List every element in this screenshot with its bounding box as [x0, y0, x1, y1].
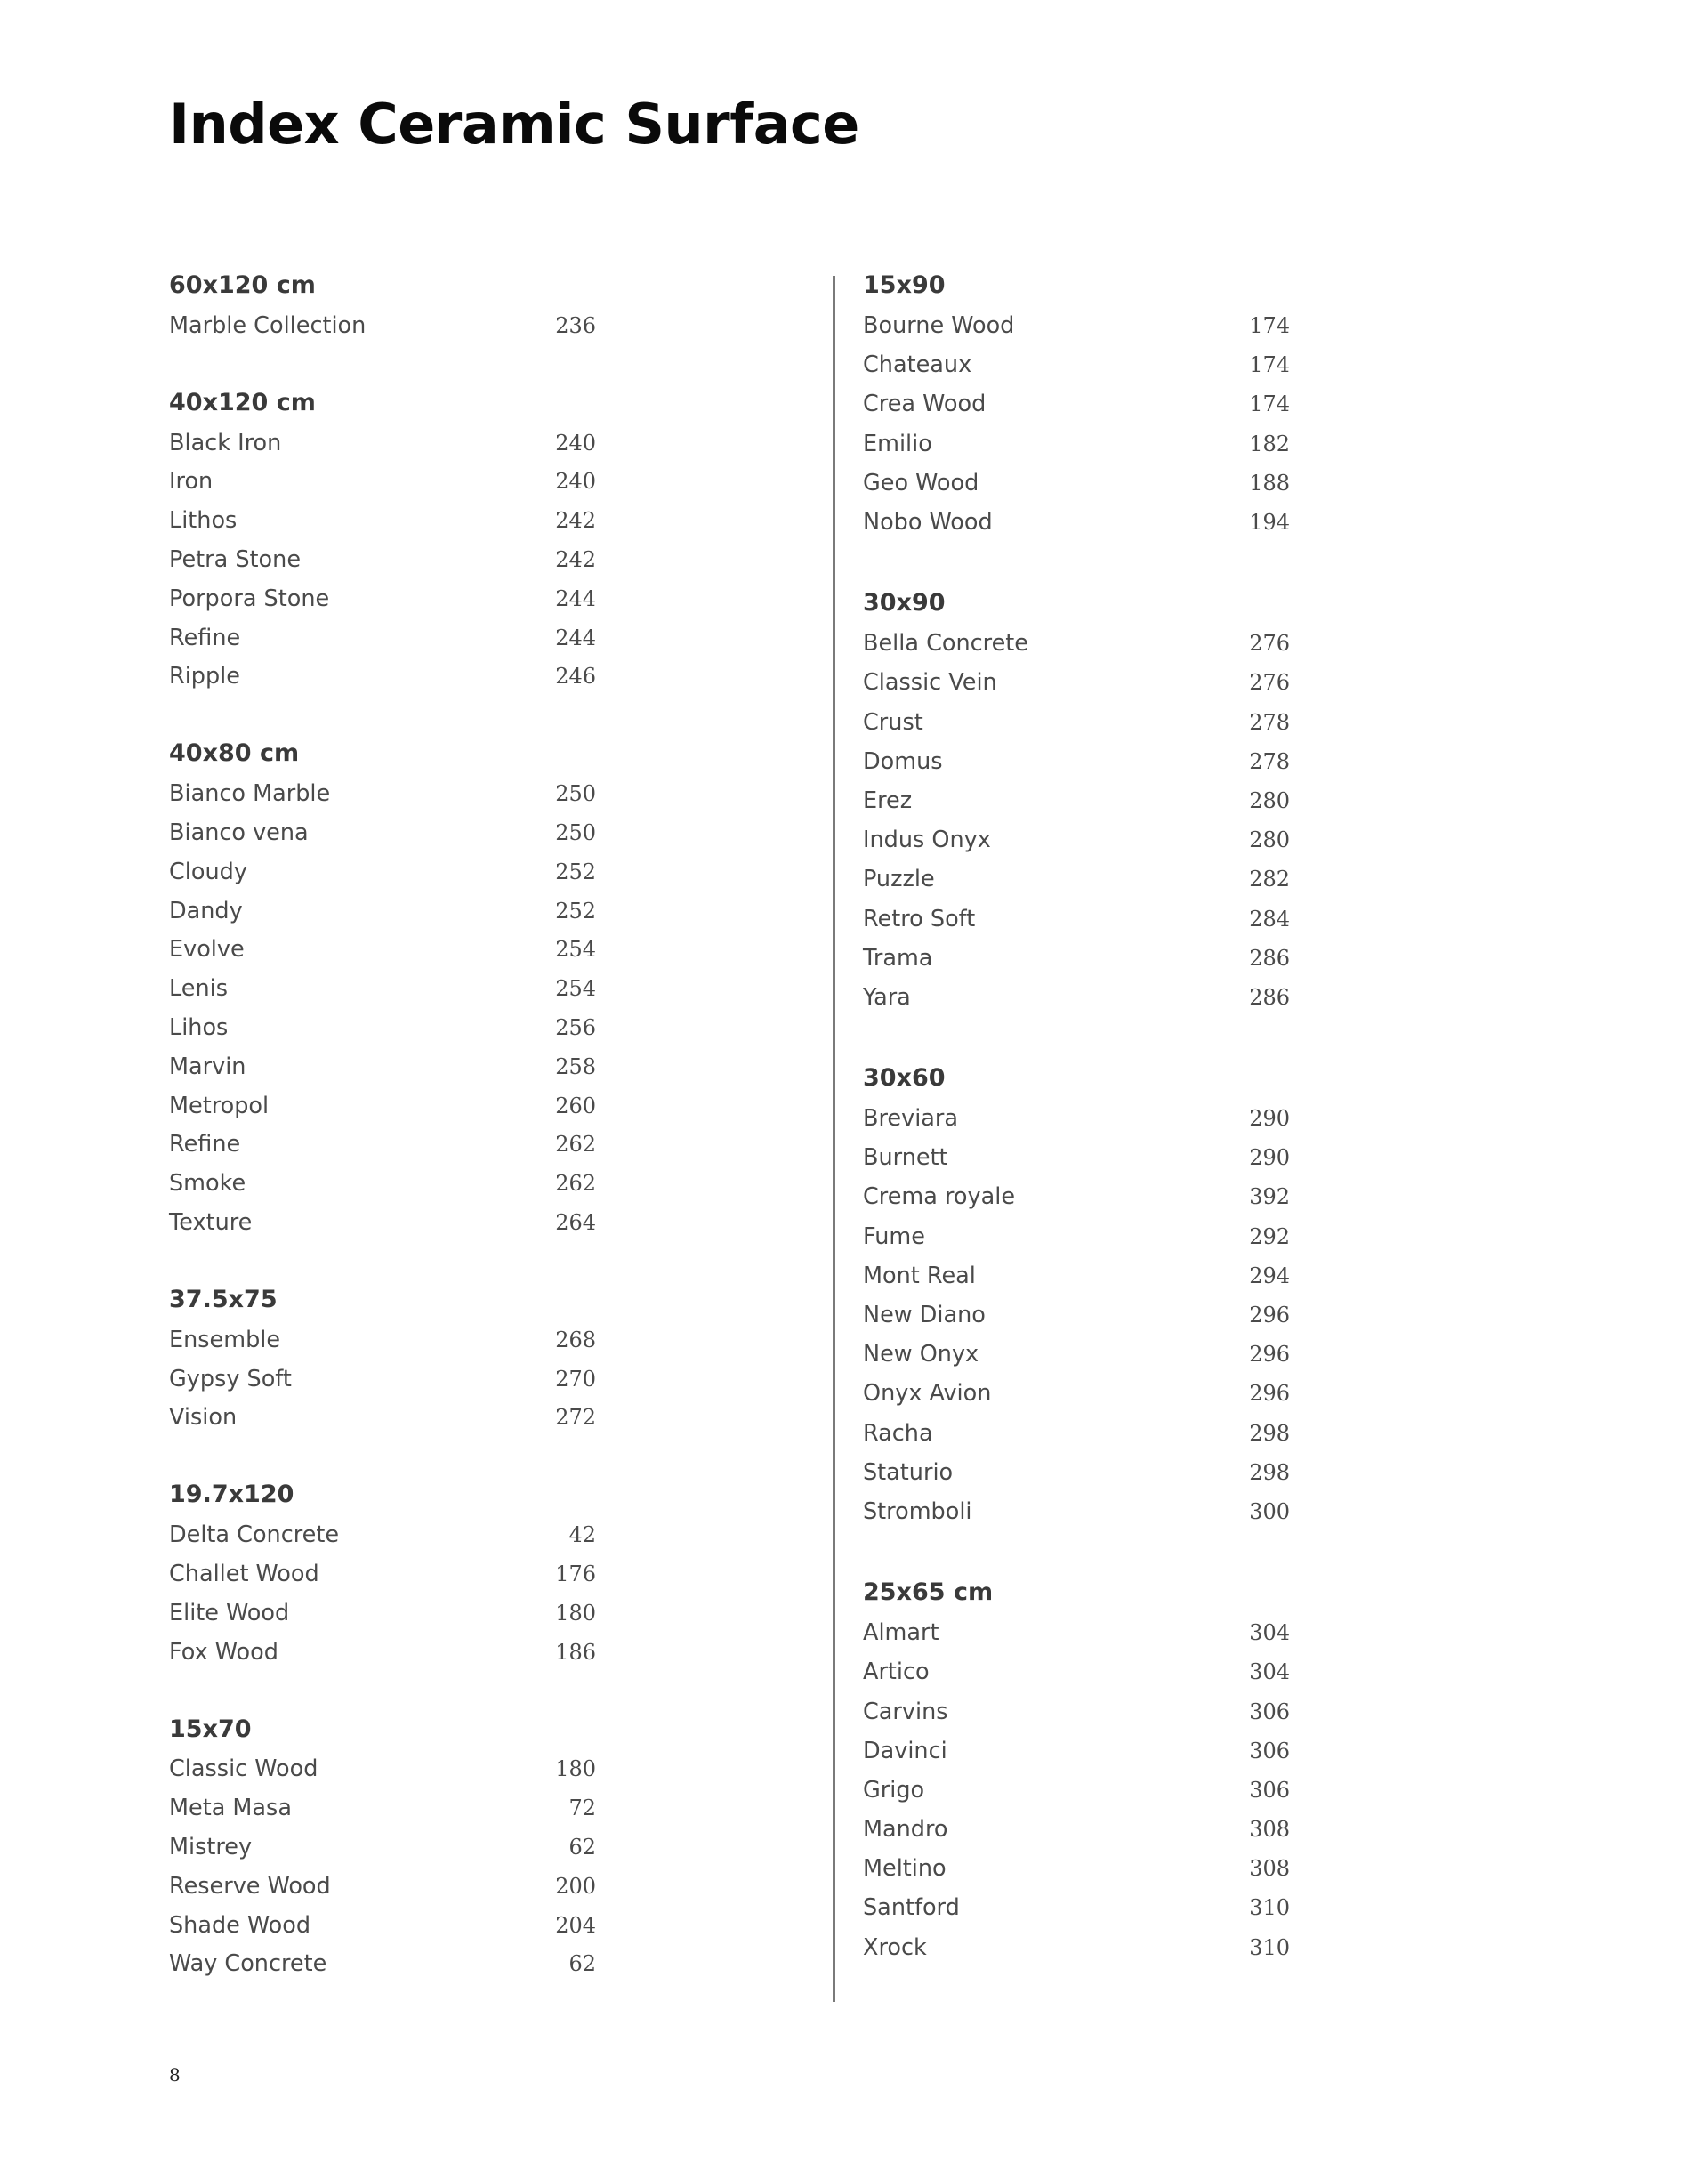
index-entry — [863, 742, 1290, 781]
entry-page: 256 — [555, 1015, 596, 1041]
entry-name: Shade Wood — [169, 1911, 311, 1939]
section-heading: 30x90 — [863, 589, 946, 617]
index-entry — [863, 1374, 1290, 1413]
column-divider — [833, 276, 835, 2002]
index-entry — [863, 1099, 1290, 1138]
entry-page: 252 — [555, 859, 596, 884]
entry-page: 180 — [555, 1756, 596, 1782]
entry-name: Grigo — [863, 1776, 925, 1804]
entry-name: Emilio — [863, 430, 932, 457]
entry-name: Lihos — [169, 1014, 229, 1042]
entry-page: 306 — [1249, 1738, 1290, 1763]
entry-page: 268 — [555, 1327, 596, 1352]
entry-page: 62 — [568, 1835, 596, 1860]
entry-name: Domus — [863, 747, 943, 775]
entry-page: 262 — [555, 1132, 596, 1158]
entry-page: 298 — [1249, 1459, 1290, 1485]
entry-name: Iron — [169, 468, 214, 496]
entry-page: 296 — [1249, 1342, 1290, 1368]
section-heading: 40x80 cm — [169, 739, 300, 768]
entry-name: Burnett — [863, 1144, 948, 1172]
section-heading: 30x60 — [863, 1064, 946, 1092]
entry-name: Fox Wood — [169, 1638, 278, 1666]
entry-name: Crust — [863, 708, 923, 736]
entry-page: 246 — [555, 664, 596, 690]
index-entry — [169, 1086, 596, 1126]
entry-name: Texture — [169, 1209, 253, 1237]
section-heading: 19.7x120 — [169, 1481, 294, 1509]
entry-name: Chateaux — [863, 351, 972, 379]
entry-page: 264 — [555, 1210, 596, 1236]
index-entry — [863, 820, 1290, 860]
index-entry — [863, 860, 1290, 899]
section-heading: 15x70 — [169, 1715, 252, 1743]
index-entry — [169, 540, 596, 579]
index-entry — [169, 1203, 596, 1242]
entry-page: 180 — [555, 1600, 596, 1626]
entry-page: 258 — [555, 1053, 596, 1079]
entry-page: 306 — [1249, 1699, 1290, 1724]
index-entry — [169, 658, 596, 697]
entry-name: Meltino — [863, 1855, 947, 1883]
index-section — [863, 1572, 1290, 1967]
index-entry — [863, 1295, 1290, 1335]
entry-name: Santford — [863, 1894, 960, 1922]
index-entry — [169, 813, 596, 852]
entry-page: 304 — [1249, 1659, 1290, 1685]
index-entry — [863, 1613, 1290, 1652]
entry-name: Marble Collection — [169, 311, 367, 339]
index-entry — [863, 703, 1290, 742]
index-entry — [863, 939, 1290, 978]
entry-name: Vision — [169, 1404, 238, 1432]
entry-name: Mistrey — [169, 1834, 253, 1860]
entry-name: Petra Stone — [169, 546, 302, 574]
entry-page: 254 — [555, 937, 596, 963]
entry-page: 286 — [1249, 945, 1290, 971]
entry-page: 306 — [1249, 1777, 1290, 1803]
section-heading: 60x120 cm — [169, 271, 316, 299]
index-entry — [169, 892, 596, 931]
entry-page: 244 — [555, 625, 596, 650]
index-entry — [863, 1888, 1290, 1927]
entry-page: 174 — [1249, 391, 1290, 417]
index-entry — [169, 1945, 596, 1984]
index-entry — [169, 931, 596, 970]
index-entry — [169, 774, 596, 813]
index-entry — [863, 899, 1290, 938]
entry-name: Ensemble — [169, 1326, 281, 1353]
entry-name: Marvin — [169, 1053, 246, 1080]
entry-page: 72 — [568, 1796, 596, 1821]
entry-name: New Onyx — [863, 1341, 979, 1368]
index-entry — [863, 1453, 1290, 1492]
entry-page: 298 — [1249, 1420, 1290, 1446]
index-entry — [169, 1515, 596, 1554]
index-entry — [169, 424, 596, 463]
entry-name: Artico — [863, 1659, 930, 1686]
entry-page: 310 — [1249, 1895, 1290, 1921]
entry-page: 260 — [555, 1093, 596, 1118]
entry-name: Geo Wood — [863, 469, 979, 496]
index-entry — [169, 1906, 596, 1945]
index-entry — [169, 579, 596, 618]
entry-name: Racha — [863, 1419, 933, 1447]
entry-name: Staturio — [863, 1458, 954, 1486]
entry-name: Xrock — [863, 1933, 927, 1961]
index-entry — [863, 1217, 1290, 1256]
entry-page: 240 — [555, 430, 596, 456]
index-entry — [169, 1047, 596, 1086]
index-entry — [169, 1633, 596, 1672]
index-entry — [169, 1164, 596, 1203]
entry-name: Classic Vein — [863, 669, 997, 697]
index-entry — [863, 345, 1290, 384]
page-number: 8 — [169, 2064, 181, 2086]
entry-name: Yara — [863, 983, 911, 1011]
index-entry — [169, 852, 596, 892]
entry-name: Davinci — [863, 1737, 947, 1764]
index-entry — [169, 618, 596, 658]
entry-name: Metropol — [169, 1092, 270, 1119]
entry-name: Bella Concrete — [863, 630, 1028, 658]
entry-page: 300 — [1249, 1498, 1290, 1524]
entry-name: Puzzle — [863, 866, 935, 893]
entry-page: 280 — [1249, 787, 1290, 813]
index-entry — [169, 1126, 596, 1165]
entry-name: Meta Masa — [169, 1795, 292, 1822]
index-entry — [169, 1360, 596, 1399]
page-title: Index Ceramic Surface — [169, 92, 859, 157]
entry-name: Trama — [863, 944, 933, 972]
entry-name: Refine — [169, 624, 241, 651]
index-entry — [863, 1335, 1290, 1374]
index-section — [863, 1058, 1290, 1531]
entry-name: Bianco vena — [169, 819, 309, 847]
entry-page: 392 — [1249, 1184, 1290, 1210]
entry-name: Crea Wood — [863, 391, 987, 418]
index-entry — [863, 306, 1290, 345]
index-entry — [169, 1788, 596, 1828]
index-section — [169, 383, 596, 697]
index-entry — [863, 1414, 1290, 1453]
index-entry — [169, 1828, 596, 1867]
index-section — [863, 265, 1290, 542]
index-entry — [863, 503, 1290, 542]
index-entry — [169, 1594, 596, 1633]
entry-name: Way Concrete — [169, 1950, 327, 1978]
index-entry — [863, 1928, 1290, 1967]
index-entry — [863, 624, 1290, 663]
entry-name: Black Iron — [169, 429, 282, 456]
entry-page: 308 — [1249, 1817, 1290, 1843]
index-entry — [863, 781, 1290, 820]
entry-name: Challet Wood — [169, 1561, 319, 1588]
index-entry — [863, 1256, 1290, 1295]
entry-page: 250 — [555, 781, 596, 807]
index-entry — [863, 663, 1290, 702]
entry-page: 276 — [1249, 670, 1290, 696]
index-entry — [169, 1008, 596, 1047]
index-entry — [169, 501, 596, 540]
entry-name: Onyx Avion — [863, 1380, 992, 1408]
index-entry — [169, 1750, 596, 1789]
entry-page: 262 — [555, 1171, 596, 1197]
index-section — [863, 583, 1290, 1017]
entry-page: 42 — [568, 1522, 596, 1548]
entry-page: 244 — [555, 585, 596, 611]
entry-page: 204 — [555, 1912, 596, 1938]
entry-page: 294 — [1249, 1263, 1290, 1288]
entry-page: 240 — [555, 469, 596, 495]
entry-page: 286 — [1249, 984, 1290, 1010]
index-entry — [863, 1771, 1290, 1810]
index-entry — [169, 463, 596, 502]
entry-page: 290 — [1249, 1106, 1290, 1132]
index-entry — [863, 1849, 1290, 1888]
entry-page: 276 — [1249, 631, 1290, 657]
index-entry — [863, 1810, 1290, 1849]
index-entry — [863, 464, 1290, 503]
entry-name: Mandro — [863, 1816, 948, 1844]
section-heading: 25x65 cm — [863, 1578, 994, 1607]
section-heading: 37.5x75 — [169, 1285, 278, 1313]
entry-name: Almart — [863, 1619, 939, 1647]
entry-name: Erez — [863, 787, 913, 814]
entry-name: Gypsy Soft — [169, 1365, 292, 1392]
entry-page: 176 — [555, 1562, 596, 1587]
entry-name: Cloudy — [169, 858, 247, 885]
index-entry — [863, 1731, 1290, 1771]
entry-page: 236 — [555, 312, 596, 338]
entry-page: 270 — [555, 1366, 596, 1392]
entry-page: 182 — [1249, 431, 1290, 456]
entry-name: Bourne Wood — [863, 312, 1015, 340]
entry-page: 62 — [568, 1951, 596, 1977]
entry-page: 252 — [555, 898, 596, 924]
entry-page: 250 — [555, 820, 596, 846]
entry-page: 242 — [555, 508, 596, 534]
index-entry — [169, 969, 596, 1008]
entry-page: 174 — [1249, 313, 1290, 339]
entry-name: Ripple — [169, 663, 240, 690]
entry-name: Reserve Wood — [169, 1872, 331, 1900]
entry-name: Carvins — [863, 1698, 948, 1725]
entry-name: Evolve — [169, 936, 245, 964]
entry-page: 242 — [555, 547, 596, 573]
index-entry — [863, 1652, 1290, 1691]
index-entry — [863, 1138, 1290, 1177]
entry-page: 174 — [1249, 352, 1290, 378]
entry-page: 290 — [1249, 1145, 1290, 1171]
entry-name: New Diano — [863, 1302, 986, 1329]
entry-page: 278 — [1249, 748, 1290, 774]
entry-name: Fume — [863, 1223, 925, 1250]
index-column-right — [863, 265, 1290, 2008]
entry-name: Retro Soft — [863, 905, 976, 932]
entry-name: Indus Onyx — [863, 827, 991, 854]
entry-name: Refine — [169, 1131, 241, 1158]
entry-name: Classic Wood — [169, 1755, 318, 1783]
index-entry — [863, 978, 1290, 1017]
entry-name: Porpora Stone — [169, 585, 330, 612]
entry-name: Dandy — [169, 897, 243, 924]
entry-page: 282 — [1249, 867, 1290, 892]
index-entry — [863, 1177, 1290, 1216]
entry-page: 310 — [1249, 1934, 1290, 1960]
entry-name: Stromboli — [863, 1497, 972, 1525]
index-entry — [169, 1554, 596, 1594]
section-heading: 40x120 cm — [169, 388, 316, 416]
index-section — [169, 265, 596, 345]
entry-name: Elite Wood — [169, 1599, 290, 1626]
entry-name: Delta Concrete — [169, 1521, 340, 1549]
index-entry — [169, 306, 596, 345]
entry-page: 292 — [1249, 1223, 1290, 1249]
entry-page: 194 — [1249, 510, 1290, 536]
entry-page: 296 — [1249, 1303, 1290, 1328]
index-entry — [169, 1867, 596, 1906]
index-section — [169, 733, 596, 1242]
entry-name: Nobo Wood — [863, 509, 993, 537]
index-entry — [169, 1320, 596, 1360]
entry-page: 284 — [1249, 906, 1290, 932]
entry-page: 304 — [1249, 1620, 1290, 1646]
entry-name: Breviara — [863, 1105, 959, 1133]
entry-name: Crema royale — [863, 1183, 1016, 1211]
entry-page: 308 — [1249, 1856, 1290, 1882]
entry-page: 254 — [555, 976, 596, 1002]
entry-page: 188 — [1249, 470, 1290, 496]
index-entry — [863, 384, 1290, 424]
index-entry — [169, 1399, 596, 1438]
entry-name: Bianco Marble — [169, 780, 331, 808]
entry-page: 272 — [555, 1405, 596, 1431]
entry-name: Mont Real — [863, 1262, 976, 1289]
index-entry — [863, 1492, 1290, 1531]
entry-page: 186 — [555, 1639, 596, 1665]
index-section — [169, 1474, 596, 1671]
entry-page: 296 — [1249, 1381, 1290, 1407]
entry-name: Lenis — [169, 975, 228, 1003]
index-section — [169, 1279, 596, 1437]
index-section — [169, 1709, 596, 1984]
index-column-left — [169, 265, 596, 2021]
entry-page: 278 — [1249, 709, 1290, 735]
index-entry — [863, 424, 1290, 464]
entry-page: 280 — [1249, 827, 1290, 853]
index-entry — [863, 1691, 1290, 1731]
section-heading: 15x90 — [863, 271, 946, 299]
entry-page: 200 — [555, 1873, 596, 1899]
entry-name: Lithos — [169, 507, 238, 535]
entry-name: Smoke — [169, 1170, 246, 1198]
